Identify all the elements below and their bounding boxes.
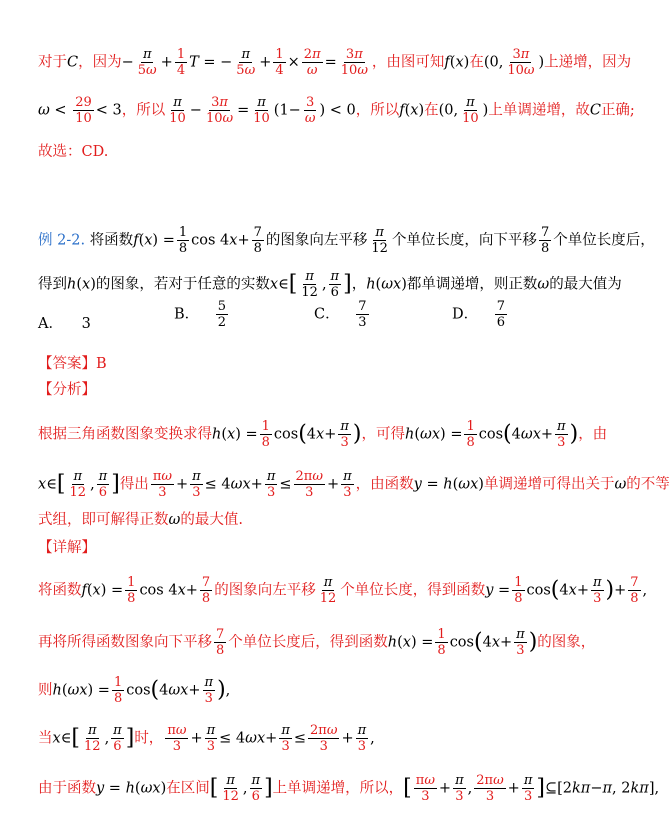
text-segment: 当 (38, 730, 53, 747)
option-b[interactable]: B． $\frac{5}{2}$ (174, 299, 227, 330)
text-segment: 由于函数 (38, 780, 96, 797)
text-segment: ，可得 (361, 426, 406, 443)
text-segment: 单调递增可得出关于 (483, 476, 615, 493)
answer-label: 【答案】B (38, 356, 107, 372)
example-line-1: 例 2-2. 将函数f(x) = $\frac{1}{8}$ cos 4x+ $\frac{7}{8}$ 的图象向左平移 $\frac{\pi}{12}$ 个单位长度，向下平移 $\frac{7}{8}$ 个单位长度后， (38, 225, 655, 256)
prev-solution-conclusion: 故选：CD. (38, 144, 109, 160)
option-c[interactable]: C． $\frac{7}{3}$ (314, 299, 367, 330)
text-segment: 的不等 (626, 476, 670, 493)
text-segment: 个单位长度，向下平移 (391, 232, 537, 249)
detail-line-3: 则h(ωx) = $\frac{1}{8}$ cos(4ωx+ $\frac{\pi}{3}$ ), (38, 675, 231, 706)
prev-solution-line-1: 对于C，因为− $\frac{\pi}{5\omega}$ + $\frac{1}{4}$ T = − $\frac{\pi}{5\omega}$ + $\frac{1}{4}$ × $\frac{2\pi}{\omega}$ = $\frac{3\pi}{10\omega}$ ，由图可知f(x)在(0, $\frac{3\pi}{10\omega}$ )上递增，因为 (38, 47, 632, 78)
text-segment: 时， (134, 730, 164, 747)
detail-line-2: 再将所得函数图象向下平移 $\frac{7}{8}$ 个单位长度后，得到函数h(x) = $\frac{1}{8}$ cos(4x+ $\frac{\pi}{3}$ )的图象， (38, 627, 596, 658)
text-segment: 的最大值为 (549, 276, 622, 293)
text-segment: 在 (424, 102, 439, 119)
text-segment: 则 (38, 682, 53, 699)
text-segment: 的图象，若对于任意的实数 (95, 276, 270, 293)
option-a[interactable]: A． 3 (38, 316, 91, 332)
text-segment: 上递增，因为 (544, 54, 632, 71)
text-segment: 在区间 (166, 780, 210, 797)
prev-solution-line-2: ω < $\frac{29}{10}$ < 3，所以 $\frac{\pi}{10}$ − $\frac{3\pi}{10\omega}$ = $\frac{\pi}{10}$ (1− $\frac{3}{\omega}$ ) < 0，所以f(x)在(0, $\frac{\pi}{10}$ )上单调递增，故C正确; (38, 95, 635, 126)
text-segment: 的图象， (537, 634, 596, 651)
text-segment: 都单调递增，则正数 (406, 276, 538, 293)
text-segment: 的图象向左平移 (214, 582, 316, 599)
text-segment: ，因为 (78, 54, 122, 71)
detail-line-4: 当x∈[ $\frac{\pi}{12}$ , $\frac{\pi}{6}$ ]时， $\frac{\pi\omega}{3}$ + $\frac{\pi}{3}$ ≤ 4ωx+ $\frac{\pi}{3}$ ≤ $\frac{2\pi\omega}{3}$ + $\frac{\pi}{3}$ , (38, 723, 375, 754)
analysis-line-1: 根据三角函数图象变换求得h(x) = $\frac{1}{8}$ cos(4x+ $\frac{\pi}{3}$ )，可得h(ωx) = $\frac{1}{8}$ cos(4ωx+ $\frac{\pi}{3}$ )，由 (38, 419, 608, 450)
text-segment: 式组，即可解得正数 (38, 512, 169, 528)
example-label: 例 2-2. (38, 232, 86, 249)
text-segment: ，由函数 (355, 476, 414, 493)
text-segment: ，所以 (121, 102, 166, 119)
text-segment: 将函数 (38, 582, 82, 599)
analysis-line-2: x∈[ $\frac{\pi}{12}$ , $\frac{\pi}{6}$ ]得出 $\frac{\pi\omega}{3}$ + $\frac{\pi}{3}$ ≤ 4ωx+ $\frac{\pi}{3}$ ≤ $\frac{2\pi\omega}{3}$ + $\frac{\pi}{3}$ ，由函数y = h(ωx)单调递增可得出关于ω的不等 (38, 469, 670, 500)
text-segment: 个单位长度后， (553, 232, 655, 249)
option-d[interactable]: D． $\frac{7}{6}$ (452, 299, 506, 330)
detail-line-1: 将函数f(x) = $\frac{1}{8}$ cos 4x+ $\frac{7}{8}$ 的图象向左平移 $\frac{\pi}{12}$ 个单位长度，得到函数y = $\frac{1}{8}$ cos(4x+ $\frac{\pi}{3}$ )+ $\frac{7}{8}$ , (38, 575, 648, 606)
example-line-2: 得到h(x)的图象，若对于任意的实数x∈[ $\frac{\pi}{12}$ , $\frac{\pi}{6}$ ]，h(ωx)都单调递增，则正数ω的最大值为 (38, 269, 622, 300)
text-segment: 得到 (38, 276, 67, 293)
text-segment: 个单位长度，得到函数 (340, 582, 486, 599)
detail-line-5: 由于函数y = h(ωx)在区间[ $\frac{\pi}{12}$ , $\frac{\pi}{6}$ ]上单调递增，所以，[ $\frac{\pi\omega}{3}$ + $\frac{\pi}{3}$ , $\frac{2\pi\omega}{3}$ + $\frac{\pi}{3}$ ]⊆[2kπ−π, 2kπ], (38, 773, 660, 804)
text-segment: 上单调递增，所以， (272, 780, 404, 797)
text-segment: ， (351, 276, 367, 293)
text-segment: 对于 (38, 54, 67, 71)
text-segment: ，由图可知 (371, 54, 445, 71)
text-segment: 得出 (119, 476, 149, 493)
text-segment: 正确; (600, 102, 635, 119)
analysis-line-3: 式组，即可解得正数ω的最大值. (38, 512, 243, 528)
text-segment: 再将所得函数图象向下平移 (38, 634, 212, 651)
text-segment: 个单位长度后，得到函数 (228, 634, 388, 651)
text-segment: 的最大值. (180, 512, 243, 528)
text-segment: ，由 (578, 426, 608, 443)
text-segment: 根据三角函数图象变换求得 (38, 426, 212, 443)
text-segment: ，所以 (355, 102, 400, 119)
text-segment: 的图象向左平移 (265, 232, 368, 249)
text-segment: 上单调递增，故 (488, 102, 590, 119)
analysis-label: 【分析】 (38, 382, 96, 398)
detail-label: 【详解】 (38, 540, 96, 556)
text-segment: 在 (469, 54, 484, 71)
text-segment: 将函数 (89, 232, 134, 249)
